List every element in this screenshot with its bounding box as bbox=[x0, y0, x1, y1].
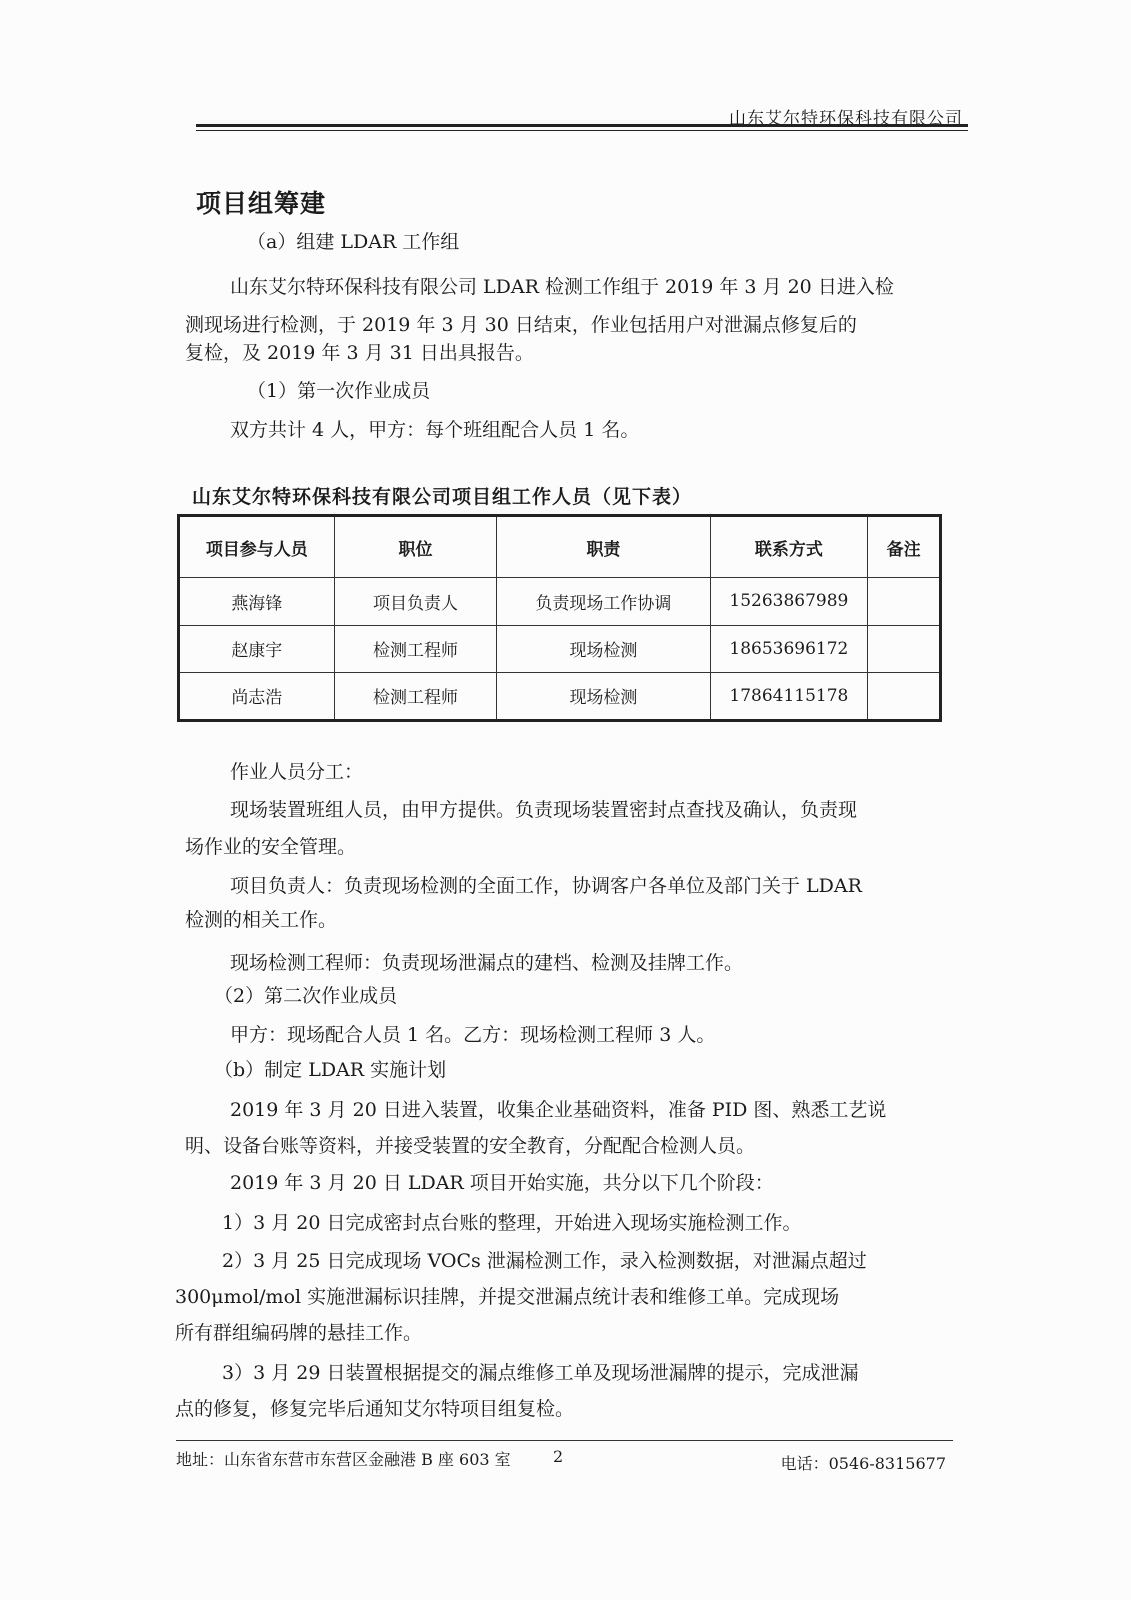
cell-contact: 15263867989 bbox=[710, 578, 868, 625]
table-row bbox=[179, 578, 941, 625]
paragraph-line: 作业人员分工： bbox=[230, 761, 364, 783]
paragraph-line: 检测的相关工作。 bbox=[185, 909, 338, 931]
stage-line: 1）3 月 20 日完成密封点台账的整理，开始进入现场实施检测工作。 bbox=[222, 1212, 802, 1234]
stage-line: 点的修复，修复完毕后通知艾尔特项目组复检。 bbox=[175, 1398, 575, 1420]
cell-position: 项目负责人 bbox=[334, 578, 497, 625]
cell-remark bbox=[868, 672, 941, 720]
section-title: 项目组筹建 bbox=[196, 189, 327, 218]
column-header: 职责 bbox=[497, 516, 710, 578]
stage-line: 300μmol/mol 实施泄漏标识挂牌，并提交泄漏点统计表和维修工单。完成现场 bbox=[175, 1286, 840, 1308]
cell-name: 尚志浩 bbox=[179, 672, 335, 720]
footer-phone: 电话：0546-8315677 bbox=[780, 1454, 946, 1473]
cell-position: 检测工程师 bbox=[334, 625, 497, 672]
stage-line: 3）3 月 29 日装置根据提交的漏点维修工单及现场泄漏牌的提示，完成泄漏 bbox=[222, 1362, 859, 1384]
paragraph-line: 山东艾尔特环保科技有限公司 LDAR 检测工作组于 2019 年 3 月 20 日进入检 bbox=[230, 276, 894, 298]
subsection-2-heading: （2）第二次作业成员 bbox=[214, 985, 398, 1007]
column-header: 联系方式 bbox=[710, 516, 868, 578]
header-company: 山东艾尔特环保科技有限公司 bbox=[729, 109, 963, 129]
paragraph-line: 现场检测工程师：负责现场泄漏点的建档、检测及挂牌工作。 bbox=[230, 952, 744, 974]
cell-remark bbox=[868, 625, 941, 672]
paragraph-line: 场作业的安全管理。 bbox=[185, 836, 357, 858]
cell-duty: 负责现场工作协调 bbox=[497, 578, 710, 625]
paragraph-line: 2019 年 3 月 20 日 LDAR 项目开始实施，共分以下几个阶段： bbox=[230, 1172, 774, 1194]
cell-remark bbox=[868, 578, 941, 625]
footer-rule bbox=[176, 1440, 953, 1441]
stage-line: 2）3 月 25 日完成现场 VOCs 泄漏检测工作，录入检测数据，对泄漏点超过 bbox=[222, 1250, 867, 1272]
cell-duty: 现场检测 bbox=[497, 672, 710, 720]
column-header: 职位 bbox=[334, 516, 497, 578]
paragraph-line: 现场装置班组人员，由甲方提供。负责现场装置密封点查找及确认，负责现 bbox=[230, 799, 858, 821]
paragraph-line: 复检，及 2019 年 3 月 31 日出具报告。 bbox=[185, 342, 534, 364]
paragraph-line: 双方共计 4 人，甲方：每个班组配合人员 1 名。 bbox=[230, 419, 640, 441]
table-row bbox=[179, 672, 941, 720]
table-title: 山东艾尔特环保科技有限公司项目组工作人员（见下表） bbox=[192, 486, 693, 508]
cell-duty: 现场检测 bbox=[497, 625, 710, 672]
cell-name: 燕海锋 bbox=[179, 578, 335, 625]
cell-position: 检测工程师 bbox=[334, 672, 497, 720]
column-header: 项目参与人员 bbox=[179, 516, 335, 578]
paragraph-line: 甲方：现场配合人员 1 名。乙方：现场检测工程师 3 人。 bbox=[230, 1024, 716, 1046]
subsection-1-heading: （1）第一次作业成员 bbox=[247, 380, 431, 402]
table-header-row bbox=[179, 516, 941, 578]
stage-line: 所有群组编码牌的悬挂工作。 bbox=[175, 1322, 423, 1344]
table-row bbox=[179, 625, 941, 672]
subsection-b-heading: （b）制定 LDAR 实施计划 bbox=[214, 1059, 447, 1081]
subsection-a-heading: （a）组建 LDAR 工作组 bbox=[247, 231, 460, 253]
page-number: 2 bbox=[553, 1447, 564, 1466]
paragraph-line: 2019 年 3 月 20 日进入装置，收集企业基础资料，准备 PID 图、熟悉工艺说 bbox=[230, 1099, 887, 1121]
paragraph-line: 测现场进行检测，于 2019 年 3 月 30 日结束，作业包括用户对泄漏点修复后的 bbox=[185, 314, 857, 336]
cell-name: 赵康宇 bbox=[179, 625, 335, 672]
header-rule-thick bbox=[196, 124, 968, 127]
staff-table bbox=[177, 514, 942, 722]
paragraph-line: 项目负责人：负责现场检测的全面工作，协调客户各单位及部门关于 LDAR bbox=[230, 875, 862, 897]
footer-address: 地址：山东省东营市东营区金融港 B 座 603 室 bbox=[176, 1450, 511, 1469]
header-rule-thin bbox=[196, 130, 968, 131]
cell-contact: 18653696172 bbox=[710, 625, 868, 672]
cell-contact: 17864115178 bbox=[710, 672, 868, 720]
paragraph-line: 明、设备台账等资料，并接受装置的安全教育，分配配合检测人员。 bbox=[185, 1135, 756, 1157]
column-header: 备注 bbox=[868, 516, 941, 578]
